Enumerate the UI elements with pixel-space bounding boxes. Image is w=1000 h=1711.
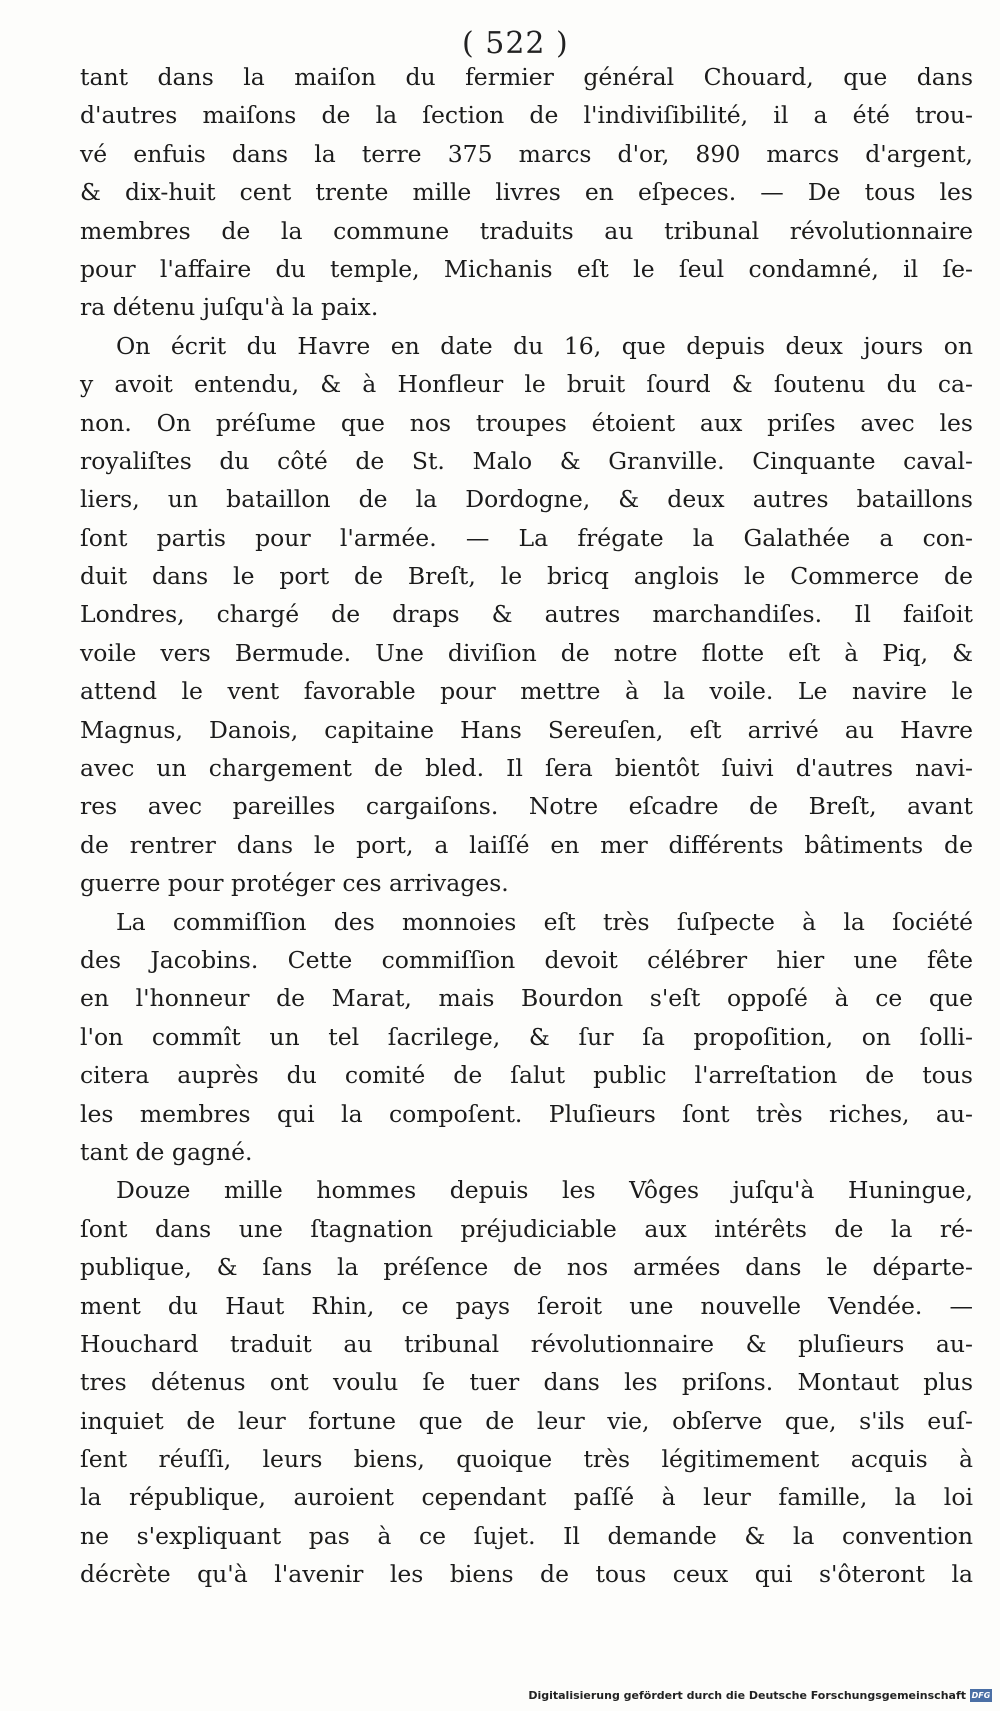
text-line: membres de la commune traduits au tribunal révolutionnaire: [80, 216, 973, 245]
text-line: res avec pareilles cargaiſons. Notre eſcadre de Breſt, avant: [80, 792, 973, 821]
text-line: ne s'expliquant pas à ce ſujet. Il demande & la convention: [80, 1521, 973, 1550]
text-line: Houchard traduit au tribunal révolutionnaire & pluſieurs au-: [80, 1329, 973, 1358]
text-line: attend le vent favorable pour mettre à la voile. Le navire le: [80, 677, 973, 706]
text-line: Douze mille hommes depuis les Vôges juſqu'à Huningue,: [116, 1176, 973, 1205]
text-line: ſont partis pour l'armée. — La frégate la Galathée a con-: [80, 523, 973, 552]
dfg-logo: DFG: [971, 1691, 991, 1700]
text-line: citera auprès du comité de ſalut public l'arreſtation de tous: [80, 1061, 973, 1090]
text-line: l'on commît un tel ſacrilege, & ſur ſa propoſition, on ſolli-: [80, 1022, 973, 1051]
text-line: la république, auroient cependant paſſé à leur famille, la loi: [80, 1483, 973, 1512]
digitization-credit: [528, 1689, 992, 1702]
text-line: avec un chargement de bled. Il ſera bientôt ſuivi d'autres navi-: [80, 754, 973, 783]
text-line: tant de gagné.: [80, 1137, 253, 1166]
text-line: inquiet de leur fortune que de leur vie, obſerve que, s'ils euſ-: [80, 1406, 973, 1435]
text-line: tres détenus ont voulu ſe tuer dans les priſons. Montaut plus: [80, 1368, 973, 1397]
text-line: pour l'affaire du temple, Michanis eſt le ſeul condamné, il ſe-: [80, 254, 973, 283]
text-line: guerre pour protéger ces arrivages.: [80, 869, 509, 898]
text-line: ra détenu juſqu'à la paix.: [80, 293, 379, 322]
text-line: ſent réuſſi, leurs biens, quoique très légitimement acquis à: [80, 1445, 973, 1474]
text-line: les membres qui la compoſent. Pluſieurs ſont très riches, au-: [80, 1099, 973, 1128]
text-line: y avoit entendu, & à Honfleur le bruit ſourd & ſoutenu du ca-: [80, 370, 973, 399]
page-number: ( 522 ): [462, 26, 569, 61]
text-line: Magnus, Danois, capitaine Hans Sereuſen, eſt arrivé au Havre: [80, 715, 973, 744]
text-line: de rentrer dans le port, a laiſſé en mer différents bâtiments de: [80, 830, 973, 859]
text-line: publique, & ſans la préſence de nos armées dans le départe-: [80, 1253, 973, 1282]
text-line: duit dans le port de Breſt, le bricq anglois le Commerce de: [80, 562, 973, 591]
text-line: non. On préſume que nos troupes étoient aux priſes avec les: [80, 408, 973, 437]
text-line: décrète qu'à l'avenir les biens de tous ceux qui s'ôteront la: [80, 1560, 973, 1589]
text-line: liers, un bataillon de la Dordogne, & deux autres bataillons: [80, 485, 973, 514]
text-line: On écrit du Havre en date du 16, que depuis deux jours on: [116, 331, 973, 360]
text-line: royaliſtes du côté de St. Malo & Granville. Cinquante caval-: [80, 446, 973, 475]
text-line: des Jacobins. Cette commiſſion devoit célébrer hier une fête: [80, 945, 973, 974]
text-line: vé enfuis dans la terre 375 marcs d'or, 890 marcs d'argent,: [80, 139, 973, 168]
text-line: en l'honneur de Marat, mais Bourdon s'eſt oppoſé à ce que: [80, 984, 973, 1013]
text-line: Londres, chargé de draps & autres marchandiſes. Il faiſoit: [80, 600, 973, 629]
text-line: ment du Haut Rhin, ce pays ſeroit une nouvelle Vendée. —: [80, 1291, 973, 1320]
text-line: & dix-huit cent trente mille livres en eſpeces. — De tous les: [80, 178, 973, 207]
text-line: La commiſſion des monnoies eſt très ſuſpecte à la ſociété: [116, 907, 973, 936]
text-line: d'autres maiſons de la ſection de l'indiviſibilité, il a été trou-: [80, 101, 973, 130]
text-line: tant dans la maiſon du fermier général Chouard, que dans: [80, 63, 973, 91]
credit-text: Digitalisierung gefördert durch die Deutsche Forschungsgemeinschaft: [528, 1689, 966, 1702]
text-line: voile vers Bermude. Une diviſion de notre flotte eſt à Piq, &: [80, 638, 973, 667]
body-text: [80, 58, 973, 1594]
text-line: ſont dans une ſtagnation préjudiciable aux intérêts de la ré-: [80, 1214, 973, 1243]
